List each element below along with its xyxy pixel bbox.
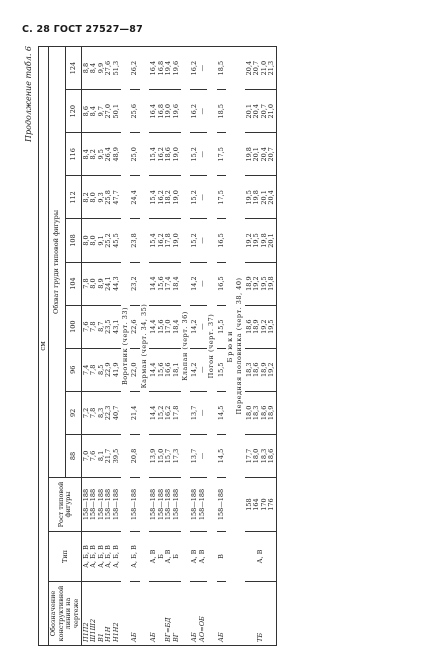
section-title-row bbox=[181, 47, 190, 646]
value-cell: 18,6 18,9 19,2 19,5 bbox=[245, 305, 277, 348]
type-cell: А, В Б А, В Б bbox=[149, 532, 181, 582]
value-cell: 17,5 bbox=[217, 133, 226, 176]
girth-header-cell: 88 bbox=[65, 434, 81, 477]
value-cell: 19,5 19,8 20,1 20,4 bbox=[245, 176, 277, 219]
table-row bbox=[245, 47, 277, 646]
value-cell: 18,9 19,2 19,5 19,8 bbox=[245, 262, 277, 305]
value-cell: 15,4 16,2 18,6 19,0 bbox=[149, 133, 181, 176]
section-title: Брюки bbox=[226, 47, 235, 646]
section-title-row bbox=[121, 47, 130, 646]
section-title-row bbox=[207, 47, 216, 646]
unit-label: см bbox=[39, 47, 49, 646]
section-title-row bbox=[140, 47, 149, 646]
type-cell: А, Б, В А, Б, В А, Б, В А, Б, В А, Б, В bbox=[82, 532, 122, 582]
value-cell: 17,7 18,0 18,3 18,6 bbox=[245, 434, 277, 477]
value-cell: 14,4 15,6 16,6 18,1 bbox=[149, 348, 181, 391]
value-cell: 8,4 8,2 9,5 26,4 48,9 bbox=[82, 133, 122, 176]
girth-header-cell: 92 bbox=[65, 391, 81, 434]
table-row bbox=[217, 47, 226, 646]
value-cell: 13,7 — bbox=[190, 391, 207, 434]
col-height-header: Рост типовой фигуры bbox=[49, 478, 82, 532]
value-cell: 16,2 — bbox=[190, 47, 207, 90]
type-cell: А, Б, В bbox=[130, 532, 139, 582]
value-cell: 15,4 16,2 18,2 19,0 bbox=[149, 176, 181, 219]
designation-cell: АБ АО=ОБ bbox=[190, 582, 207, 646]
section-title-row bbox=[235, 47, 244, 646]
value-cell: 18,5 bbox=[217, 47, 226, 90]
col-type-header: Тип bbox=[49, 532, 82, 582]
table-continuation-label: Продолжение табл. 6 bbox=[24, 46, 33, 142]
value-cell: 18,0 18,3 18,6 18,9 bbox=[245, 391, 277, 434]
value-cell: 7,4 7,8 8,5 22,9 41,9 bbox=[82, 348, 122, 391]
value-cell: 8,0 8,0 9,1 25,2 45,5 bbox=[82, 219, 122, 262]
value-cell: 18,3 18,6 18,9 19,2 bbox=[245, 348, 277, 391]
height-cell: 158—188 158—188 158—188 158—188 158—188 bbox=[82, 478, 122, 532]
value-cell: 16,4 16,8 19,0 19,6 bbox=[149, 90, 181, 133]
designation-cell: П1П2 Ш1Ш2 В1 Н1Н Н1Н2 bbox=[82, 582, 122, 646]
section-title-row bbox=[226, 47, 235, 646]
data-table bbox=[38, 46, 277, 646]
girth-header-cell: 120 bbox=[65, 90, 81, 133]
height-cell: 158—188 bbox=[217, 478, 226, 532]
value-cell: 15,4 16,2 17,8 19,0 bbox=[149, 219, 181, 262]
value-cell: 14,5 bbox=[217, 434, 226, 477]
table-row bbox=[82, 47, 122, 646]
value-cell: 20,4 20,7 21,0 21,3 bbox=[245, 47, 277, 90]
section-title: Воротник (черт. 33) bbox=[121, 47, 130, 646]
value-cell: 13,9 15,0 15,7 17,3 bbox=[149, 434, 181, 477]
value-cell: 23,2 bbox=[130, 262, 139, 305]
designation-cell: АБ ВГ=БД ВГ bbox=[149, 582, 181, 646]
value-cell: 7,8 8,0 8,9 24,1 44,3 bbox=[82, 262, 122, 305]
value-cell: 16,4 16,8 19,4 19,6 bbox=[149, 47, 181, 90]
value-cell: 24,4 bbox=[130, 176, 139, 219]
table-row bbox=[130, 47, 139, 646]
value-cell: 13,7 — bbox=[190, 434, 207, 477]
girth-header-cell: 116 bbox=[65, 133, 81, 176]
value-cell: 20,8 bbox=[130, 434, 139, 477]
page-header: С. 28 ГОСТ 27527—87 bbox=[22, 24, 143, 35]
value-cell: 16,5 bbox=[217, 219, 226, 262]
table-row bbox=[190, 47, 207, 646]
value-cell: 8,6 8,4 9,7 27,0 50,1 bbox=[82, 90, 122, 133]
value-cell: 14,5 bbox=[217, 391, 226, 434]
section-title: Передняя половинка (черт. 38, 40) bbox=[235, 47, 244, 646]
value-cell: 26,2 bbox=[130, 47, 139, 90]
value-cell: 14,4 15,6 17,4 18,4 bbox=[149, 262, 181, 305]
value-cell: 15,2 — bbox=[190, 133, 207, 176]
type-cell: В bbox=[217, 532, 226, 582]
height-cell: 158—188 158—188 158—188 158—188 bbox=[149, 478, 181, 532]
value-cell: 7,6 7,8 8,7 23,5 43,1 bbox=[82, 305, 122, 348]
height-cell: 158—188 158—188 bbox=[190, 478, 207, 532]
value-cell: 15,2 — bbox=[190, 219, 207, 262]
value-cell: 14,2 — bbox=[190, 348, 207, 391]
value-cell: 25,6 bbox=[130, 90, 139, 133]
value-cell: 14,4 15,2 16,2 17,8 bbox=[149, 391, 181, 434]
designation-cell: ТБ bbox=[245, 582, 277, 646]
value-cell: 16,2 — bbox=[190, 90, 207, 133]
value-cell: 18,5 bbox=[217, 90, 226, 133]
value-cell: 7,0 7,6 8,1 21,7 39,5 bbox=[82, 434, 122, 477]
girth-header-cell: 108 bbox=[65, 219, 81, 262]
girth-header-cell: 100 bbox=[65, 305, 81, 348]
value-cell: 7,2 7,8 8,3 22,3 40,7 bbox=[82, 391, 122, 434]
value-cell: 21,4 bbox=[130, 391, 139, 434]
type-cell: А, В bbox=[245, 532, 277, 582]
value-cell: 14,2 — bbox=[190, 305, 207, 348]
section-title: Карман (черт. 34, 35) bbox=[140, 47, 149, 646]
value-cell: 8,8 8,4 9,9 27,6 51,3 bbox=[82, 47, 122, 90]
value-cell: 8,2 8,0 9,3 25,8 47,7 bbox=[82, 176, 122, 219]
rotated-table-area bbox=[24, 46, 414, 646]
height-cell: 158—188 bbox=[130, 478, 139, 532]
value-cell: 16,5 bbox=[217, 262, 226, 305]
type-cell: А, В А, В bbox=[190, 532, 207, 582]
value-cell: 19,2 19,5 19,8 20,1 bbox=[245, 219, 277, 262]
designation-cell: АБ bbox=[217, 582, 226, 646]
table-row bbox=[149, 47, 181, 646]
value-cell: 17,5 bbox=[217, 176, 226, 219]
girth-header-cell: 96 bbox=[65, 348, 81, 391]
value-cell: 19,8 20,1 20,4 20,7 bbox=[245, 133, 277, 176]
value-cell: 14,2 — bbox=[190, 262, 207, 305]
col-girth-header: Обхват груди типовой фигуры bbox=[49, 47, 65, 478]
value-cell: 15,5 bbox=[217, 305, 226, 348]
section-title: Погон (черт. 37) bbox=[207, 47, 216, 646]
value-cell: 20,1 20,4 20,7 21,0 bbox=[245, 90, 277, 133]
value-cell: 22,0 bbox=[130, 348, 139, 391]
girth-header-cell: 112 bbox=[65, 176, 81, 219]
height-cell: 158 164 170 176 bbox=[245, 478, 277, 532]
designation-cell: АБ bbox=[130, 582, 139, 646]
value-cell: 15,2 — bbox=[190, 176, 207, 219]
value-cell: 15,5 bbox=[217, 348, 226, 391]
value-cell: 25,0 bbox=[130, 133, 139, 176]
girth-header-cell: 124 bbox=[65, 47, 81, 90]
girth-header-cell: 104 bbox=[65, 262, 81, 305]
value-cell: 23,8 bbox=[130, 219, 139, 262]
value-cell: 22,6 bbox=[130, 305, 139, 348]
value-cell: 14,4 15,6 17,0 18,4 bbox=[149, 305, 181, 348]
col-designation-header: Обозначение конструктивной линии на чертеже bbox=[49, 582, 82, 646]
section-title: Клапан (черт. 36) bbox=[181, 47, 190, 646]
